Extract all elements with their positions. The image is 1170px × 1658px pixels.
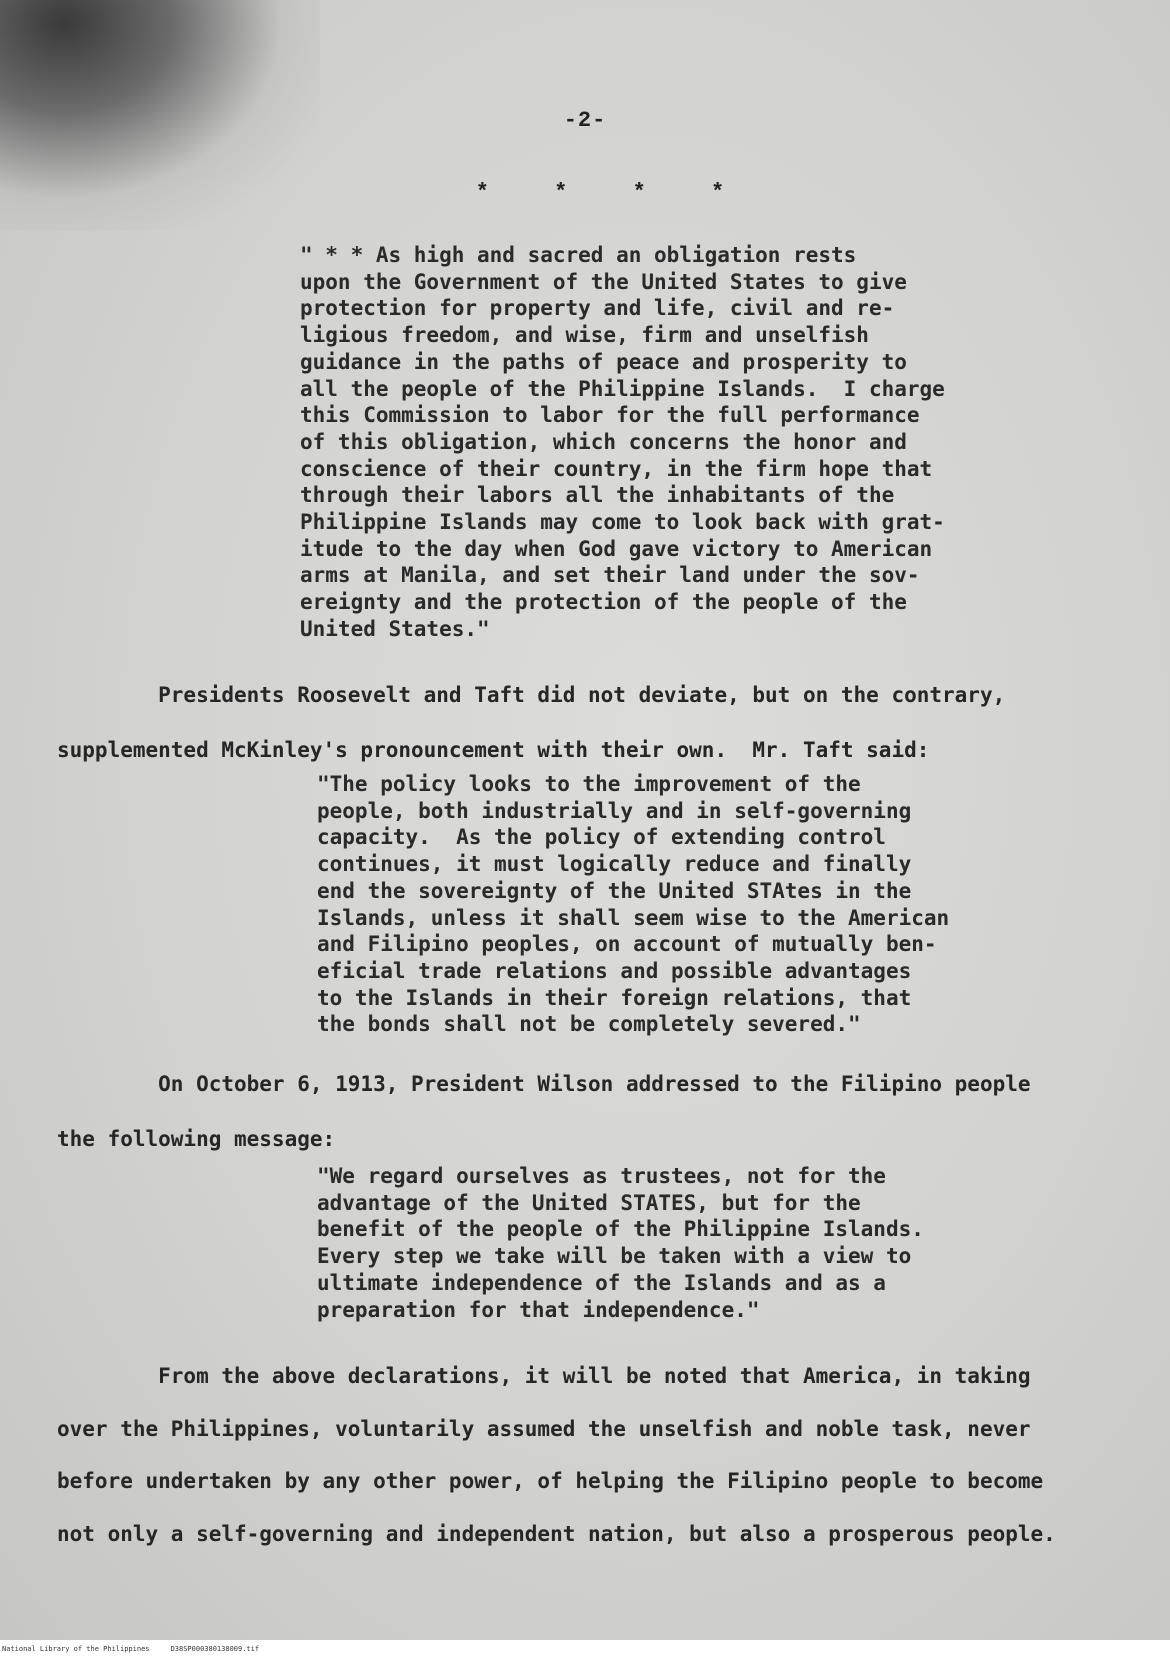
wilson-quote: "We regard ourselves as trustees, not for the advantage of the United STATES, but for the benefit of the people of the Philippine Islands. Every step we take will be taken with a view to ultimate independence of the Islands and as a preparation for that independence." <box>317 1164 924 1322</box>
section-separator: * * * * <box>475 180 725 205</box>
paragraph-wilson: On October 6, 1913, President Wilson addressed to the Filipino people the following message: <box>57 1072 1031 1151</box>
mckinley-quote: " * * As high and sacred an obligation rests upon the Government of the United States to give protection for property and life, civil and re- ligious freedom, and wise, firm and unselfish guidance in the paths of peace and prosperity to all the people of the Philippine Islands. I charge this Commission to labor for the full performance of this obligation, which concerns the honor and conscience of their country, in the firm hope that through their labors all the inhabitants of the Philippine Islands may come to look back with grat- itude to the day when God gave victory to American arms at Manila, and set their land under the sov- ereignty and the protection of the people of the United States." <box>300 243 945 641</box>
taft-quote: "The policy looks to the improvement of the people, both industrially and in self-governing capacity. As the policy of extending control continues, it must logically reduce and finally end the sovereignty of the United STAtes in the Islands, unless it shall seem wise to the American and Filipino peoples, on account of mutually ben- eficial trade relations and possible advantages to the Islands in their foreign relations, that the bonds shall not be completely severed." <box>317 772 950 1037</box>
page-number: -2- <box>563 108 607 133</box>
paragraph-roosevelt-taft: Presidents Roosevelt and Taft did not deviate, but on the contrary, supplemented McKinley's pronouncement with their own. Mr. Taft said: <box>57 683 1006 762</box>
archive-footer: National Library of the Philippines D38SP000380138009.tif <box>0 1640 1170 1658</box>
paragraph-conclusion: From the above declarations, it will be noted that America, in taking over the Philippines, voluntarily assumed the unselfish and noble task, never before undertaken by any other power, of helping the Filipino people to become not only a self-governing and independent nation, but also a prosperous people. <box>57 1364 1056 1546</box>
